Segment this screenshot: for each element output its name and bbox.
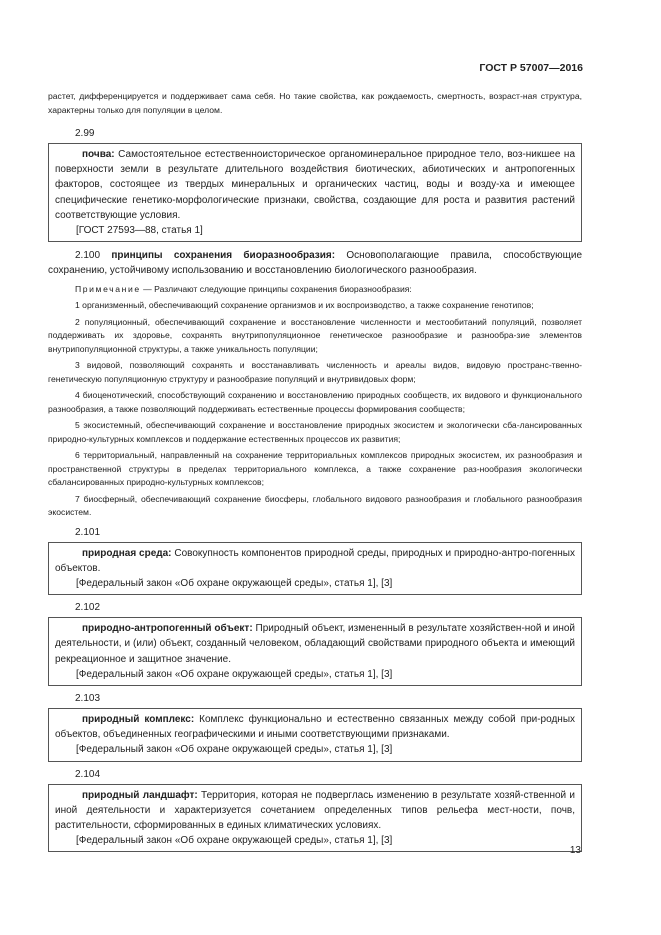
definition-box-2-104 [48,784,582,853]
page-content [48,90,582,852]
source-2-103: [Федеральный закон «Об охране окружающей среды», статья 1], [3] [76,744,393,756]
source-2-99: [ГОСТ 27593—88, статья 1] [76,225,203,237]
entry-number-2-103: 2.103 [75,693,101,705]
note-2-100 [48,283,582,297]
definition-box-2-103 [48,708,582,762]
term-2-103: природный комплекс: [82,714,195,726]
note-text: — Различают следующие принципы сохранения биоразнообразия: [143,283,412,294]
source-2-102: [Федеральный закон «Об охране окружающей среды», статья 1], [3] [76,668,393,680]
definition-text-2-104: Территория, которая не подверглась изменению в результате хозяй-ственной и иной деятельности и характеризуется сочетанием определенных типов рельефа мест-ности, почв, растительности, сформированных в единых климатических условиях. [55,789,575,832]
entry-number-2-102: 2.102 [75,602,101,614]
standard-header: ГОСТ Р 57007—2016 [479,62,583,74]
definition-text-2-101: Совокупность компонентов природной среды, природных и природно-антро-погенных объектов. [55,547,575,574]
note-item-3: 3 видовой, позволяющий сохранять и восстанавливать численность и ареалы видов, видовую пространс-твенно-генетическую популяционную структуру и разнообразие популяций и внутривидовых форм; [48,360,582,384]
definition-text-2-100: Основополагающие правила, способствующие сохранению, устойчивому использованию и восстановлению биологического разнообразия. [48,250,583,277]
definition-box-2-101 [48,542,582,596]
entry-number-2-101: 2.101 [75,526,101,538]
entry-number-2-100: 2.100 [75,250,101,262]
definition-2-101 [55,546,575,576]
definition-2-103 [55,712,575,742]
definition-2-100 [48,248,582,278]
term-2-99: почва: [82,149,115,160]
note-item-5: 5 экосистемный, обеспечивающий сохранение и восстановление природных экосистем и экологически сба-лансированных природно-культурных комплексов и поддержание естественных процессов их развития; [48,420,582,444]
definition-2-104 [55,788,575,834]
note-item-1: 1 организменный, обеспечивающий сохранение организмов и их воспроизводство, а также сохранение генотипов; [75,300,534,311]
definition-box-2-102 [48,617,582,686]
definition-text-2-99: Самостоятельное естественноисторическое органоминеральное природное тело, воз-никшее на поверхности земли в результате длительного воздействия биотических, абиотических и антропогенных факторов, состоящее из твердых минеральных и органических частиц, воды и возду-ха и имеющее специфические генетико-морфологические признаки, свойства, создающие для роста и развития растений соответствующие условия. [55,149,576,221]
definition-text-2-103: Комплекс функционально и естественно связанных между собой при-родных объектов, объединенных географическими и иными соответствующими признаками. [55,714,576,741]
note-item-6: 6 территориальный, направленный на сохранение территориальных комплексов природных экосистем, их разнообразия и пространственной структуры в пределах территориального комплекса, а также сохранение раз-нообразия экологически сбалансированных природно-культурных комплексов; [48,450,582,488]
source-2-104: [Федеральный закон «Об охране окружающей среды», статья 1], [3] [76,835,393,847]
term-2-100: принципы сохранения биоразнообразия: [111,250,336,262]
note-label: Примечание [75,283,141,294]
note-item-4: 4 биоценотический, способствующий сохранению и восстановлению природных сообществ, их видового и функционального разнообразия, а также позволяющий поддерживать естественные процессы формирования сообществ; [48,390,582,414]
note-item-2: 2 популяционный, обеспечивающий сохранение и восстановление численности и местообитаний популяций, позволяет поддерживать их здоровье, сохранять внутрипопуляционное генетическое разнообразие и разнообра-зие элементов внутрипопуляционной структуры, а также уникальность популяции; [48,316,582,354]
entry-number-2-99: 2.99 [75,128,95,139]
note-item-7: 7 биосферный, обеспечивающий сохранение биосферы, глобального видового разнообразия и глобального разнообразия экосистем. [48,493,582,518]
term-2-104: природный ландшафт: [82,789,198,801]
definition-box-2-99 [48,143,582,242]
definition-2-99 [55,147,575,223]
page-number: 13 [569,845,581,856]
term-2-102: природно-антропогенный объект: [82,623,253,635]
definition-2-102 [55,621,575,667]
source-2-101: [Федеральный закон «Об охране окружающей среды», статья 1], [3] [76,578,393,590]
definition-text-2-102: Природный объект, измененный в результате хозяйствен-ной и иной деятельности, и (или) объект, созданный человеком, обладающий свойствами природного объекта и имеющий рекреационное и защитное значение. [55,623,575,665]
intro-text: растет, дифференцируется и поддерживает сама себя. Но такие свойства, как рождаемость, смертность, возраст-ная структура, характерны только для популяции в целом. [48,91,582,115]
term-2-101: природная среда: [82,547,172,559]
entry-number-2-104: 2.104 [75,768,101,780]
